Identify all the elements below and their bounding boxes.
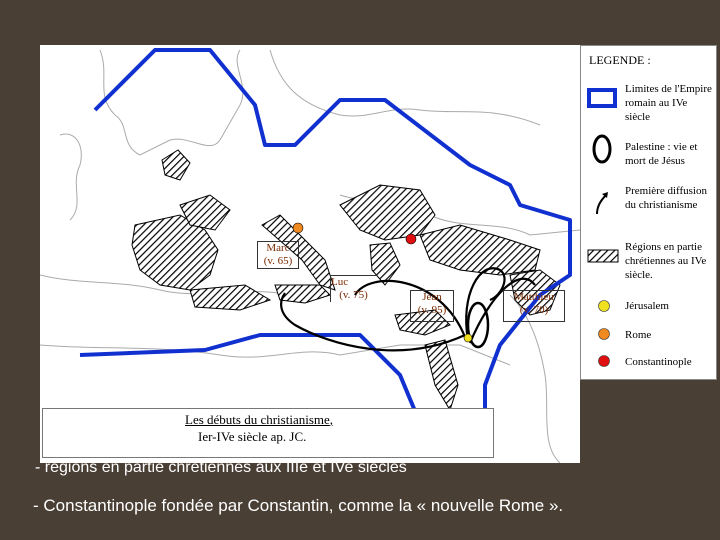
region-anatolia [420,225,540,275]
note-constantinople: - Constantinople fondée par Constantin, comme la « nouvelle Rome ». [33,496,564,515]
red-dot-icon [597,354,611,368]
map-drawing [40,45,580,463]
caption-line-2 [198,429,306,445]
curved-arrow-icon [591,188,615,218]
region-egypt [425,340,458,410]
map [40,45,580,463]
yellow-dot-icon [597,299,611,313]
region-balkans [340,185,435,240]
black-oval-icon [591,134,613,164]
constantinople-dot [406,234,416,244]
caption-period-suffix: . [303,429,307,444]
map-caption [42,408,494,458]
label-matthieu [503,290,565,322]
luc-name: Luc [331,276,349,288]
jerusalem-dot [464,334,472,342]
caption-title: Les débuts du christianisme [185,412,330,427]
blue-rectangle-icon [587,88,617,108]
legend-item-diffusion: Première diffusion du christianisme [625,185,707,211]
legend-title: LEGENDE : [589,53,651,67]
legend-item-regions: Régions en partie chrétiennes au IVe siècle. [625,241,707,281]
label-marc [257,241,299,269]
note-christian-regions: - régions en partie chrétiennes aux IIIe et IVe siècles [35,459,407,476]
jean-date: (v. 95) [417,304,447,316]
matthieu-date: (v. 70) [519,304,549,316]
jean-name: Jean [422,291,442,303]
marc-name: Marc [266,242,290,254]
caption-line-1 [185,412,333,428]
caption-period: Ier-IVe siècle ap. JC [198,429,304,444]
legend-item-empire: Limites de l'Empire romain au IVe siècle [625,83,712,123]
region-cyrene [190,285,270,310]
rome-dot [293,223,303,233]
legend [580,45,717,380]
label-luc [330,275,376,302]
caption-title-suffix: , [329,412,334,427]
legend-item-constantinople: Constantinople [625,356,692,368]
marc-date: (v. 65) [263,255,293,267]
matthieu-name: Matthieu [514,291,554,303]
hatched-area-icon [587,249,619,263]
legend-item-jerusalem: Jérusalem [625,300,669,312]
legend-item-rome: Rome [625,329,652,341]
luc-date: (v. 75) [339,289,368,301]
orange-dot-icon [597,327,611,341]
region-britain [162,150,190,180]
legend-item-palestine: Palestine : vie et mort de Jésus [625,141,698,167]
label-jean [410,290,454,322]
